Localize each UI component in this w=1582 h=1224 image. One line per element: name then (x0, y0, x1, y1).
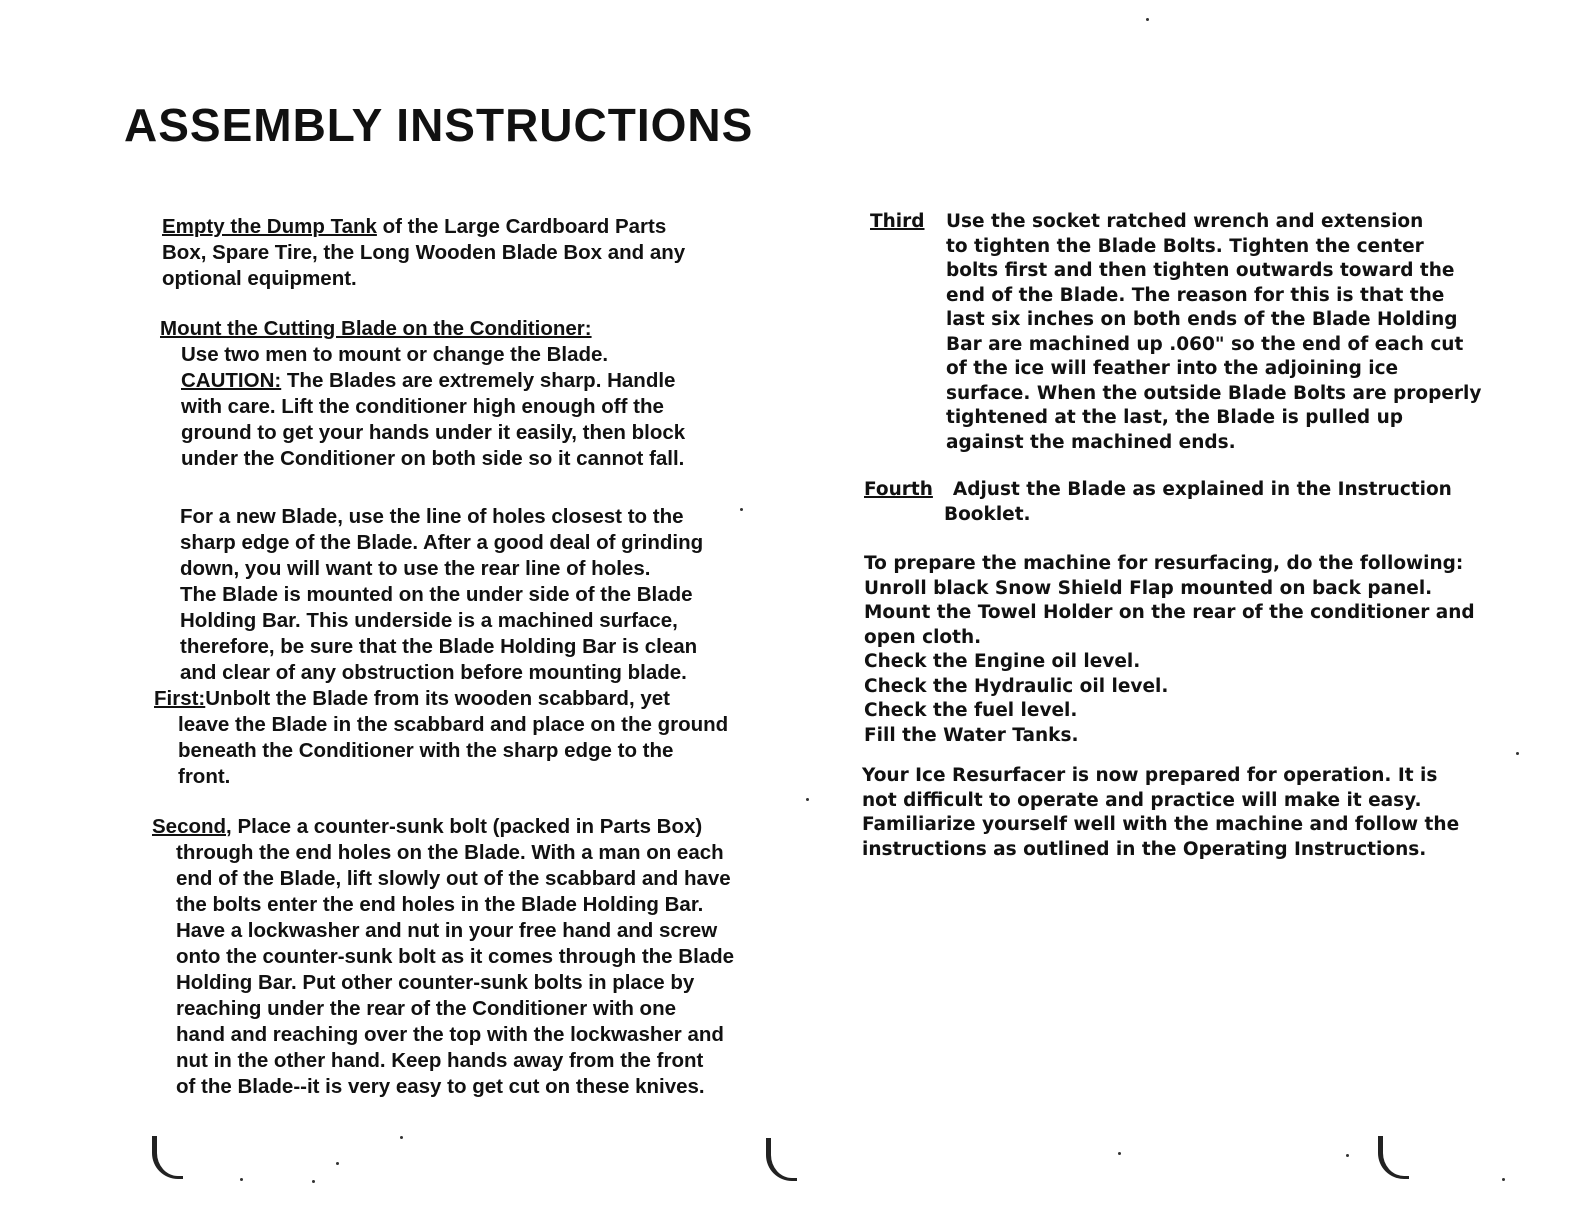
step-label-third: Third (870, 211, 925, 232)
heading-empty-dump-tank: Empty the Dump Tank (162, 215, 377, 238)
text-line: end of the Blade, lift slowly out of the scabbard and have (176, 867, 731, 890)
text-line: reaching under the rear of the Conditioner with one (176, 997, 677, 1020)
text-line: to tighten the Blade Bolts. Tighten the center (946, 235, 1424, 257)
caution-label: CAUTION: (181, 369, 282, 392)
scan-speck (1346, 1154, 1349, 1157)
step-label-fourth: Fourth (864, 479, 933, 500)
scan-speck (806, 798, 809, 801)
paragraph-mount-blade (160, 316, 685, 472)
text-line: Fill the Water Tanks. (864, 724, 1079, 746)
text-line: of the Large Cardboard Parts (376, 215, 667, 238)
text-line: Box, Spare Tire, the Long Wooden Blade Box and any (162, 241, 686, 264)
paragraph-closing (862, 764, 1542, 862)
text-line: sharp edge of the Blade. After a good deal of grinding (180, 531, 704, 554)
scan-speck (740, 508, 743, 511)
text-line: instructions as outlined in the Operating Instructions. (862, 838, 1427, 860)
scan-speck (1118, 1152, 1121, 1155)
paragraph-second (152, 814, 792, 1100)
text-line: Check the fuel level. (864, 700, 1078, 721)
heading-mount-blade: Mount the Cutting Blade on the Conditioner: (160, 317, 592, 340)
paragraph-third (868, 210, 1508, 455)
text-line: Check the Hydraulic oil level. (864, 675, 1169, 697)
text-line: Your Ice Resurfacer is now prepared for operation. It is (862, 765, 1438, 786)
scan-speck (1146, 18, 1149, 21)
page-title: ASSEMBLY INSTRUCTIONS (124, 99, 754, 151)
text-line: Unbolt the Blade from its wooden scabbard, yet (205, 687, 670, 710)
text-line: Adjust the Blade as explained in the Instruction (952, 479, 1452, 500)
paragraph-new-blade (180, 504, 703, 686)
text-line: Mount the Towel Holder on the rear of the conditioner and (864, 602, 1475, 623)
binding-hole-mark-right (1378, 1136, 1409, 1179)
text-line: The Blade is mounted on the under side of the Blade (180, 583, 693, 606)
scan-speck (400, 1136, 403, 1139)
text-line: of the ice will feather into the adjoining ice (946, 358, 1399, 379)
text-line: Unroll black Snow Shield Flap mounted on back panel. (864, 577, 1433, 599)
text-line: Booklet. (944, 503, 1031, 525)
scan-speck (336, 1162, 339, 1165)
paragraph-prepare (864, 552, 1544, 748)
step-label-second: Second, (152, 815, 232, 838)
text-line: surface. When the outside Blade Bolts are properly (946, 382, 1482, 404)
text-line: beneath the Conditioner with the sharp edge to the (178, 739, 674, 762)
text-line: end of the Blade. The reason for this is that the (946, 284, 1445, 306)
text-line: Check the Engine oil level. (864, 651, 1141, 672)
text-line: Familiarize yourself well with the machine and follow the (862, 814, 1460, 835)
text-line: To prepare the machine for resurfacing, do the following: (864, 553, 1464, 574)
scan-speck (312, 1180, 315, 1183)
text-line: through the end holes on the Blade. With a man on each (176, 841, 724, 864)
text-line: open cloth. (864, 626, 982, 648)
text-line: ground to get your hands under it easily, then block (181, 421, 686, 444)
text-line: the bolts enter the end holes in the Blade Holding Bar. (176, 893, 704, 916)
step-label-first: First: (154, 687, 206, 710)
text-line: therefore, be sure that the Blade Holding Bar is clean (180, 635, 698, 658)
scan-speck (1502, 1178, 1505, 1181)
binding-hole-mark-left (152, 1136, 183, 1179)
binding-hole-mark-center (766, 1138, 797, 1181)
text-line: Holding Bar. Put other counter-sunk bolts in place by (176, 971, 695, 994)
text-line: Have a lockwasher and nut in your free hand and screw (176, 919, 718, 942)
text-line: not difficult to operate and practice will make it easy. (862, 789, 1422, 811)
text-line: tightened at the last, the Blade is pulled up (946, 407, 1403, 428)
text-line: nut in the other hand. Keep hands away from the front (176, 1049, 704, 1072)
text-line: leave the Blade in the scabbard and place on the ground (178, 713, 729, 736)
text-line: bolts first and then tighten outwards toward the (946, 260, 1455, 281)
text-line: Holding Bar. This underside is a machined surface, (180, 609, 678, 632)
text-line: down, you will want to use the rear line of holes. (180, 557, 651, 580)
text-line: of the Blade--it is very easy to get cut on these knives. (176, 1075, 705, 1098)
text-line: front. (178, 765, 231, 788)
scan-speck (1516, 752, 1519, 755)
paragraph-first (154, 686, 794, 790)
text-line: For a new Blade, use the line of holes closest to the (180, 505, 684, 528)
paragraph-fourth (864, 478, 1524, 527)
text-line: optional equipment. (162, 267, 357, 290)
text-line: Use the socket ratched wrench and extension (946, 211, 1424, 232)
text-line: under the Conditioner on both side so it cannot fall. (181, 447, 685, 470)
text-line: Use two men to mount or change the Blade. (181, 343, 609, 366)
text-line: last six inches on both ends of the Blade Holding (946, 309, 1458, 330)
text-line: with care. Lift the conditioner high enough off the (181, 395, 664, 418)
text-line: The Blades are extremely sharp. Handle (281, 369, 676, 392)
text-line: onto the counter-sunk bolt as it comes through the Blade (176, 945, 735, 968)
scan-speck (240, 1178, 243, 1181)
text-line: against the machined ends. (946, 431, 1236, 453)
text-line: and clear of any obstruction before mounting blade. (180, 661, 687, 684)
text-line: Place a counter-sunk bolt (packed in Parts Box) (231, 815, 703, 838)
text-line: Bar are machined up .060" so the end of each cut (946, 333, 1464, 355)
paragraph-empty-dump-tank (162, 214, 685, 292)
text-line: hand and reaching over the top with the lockwasher and (176, 1023, 724, 1046)
